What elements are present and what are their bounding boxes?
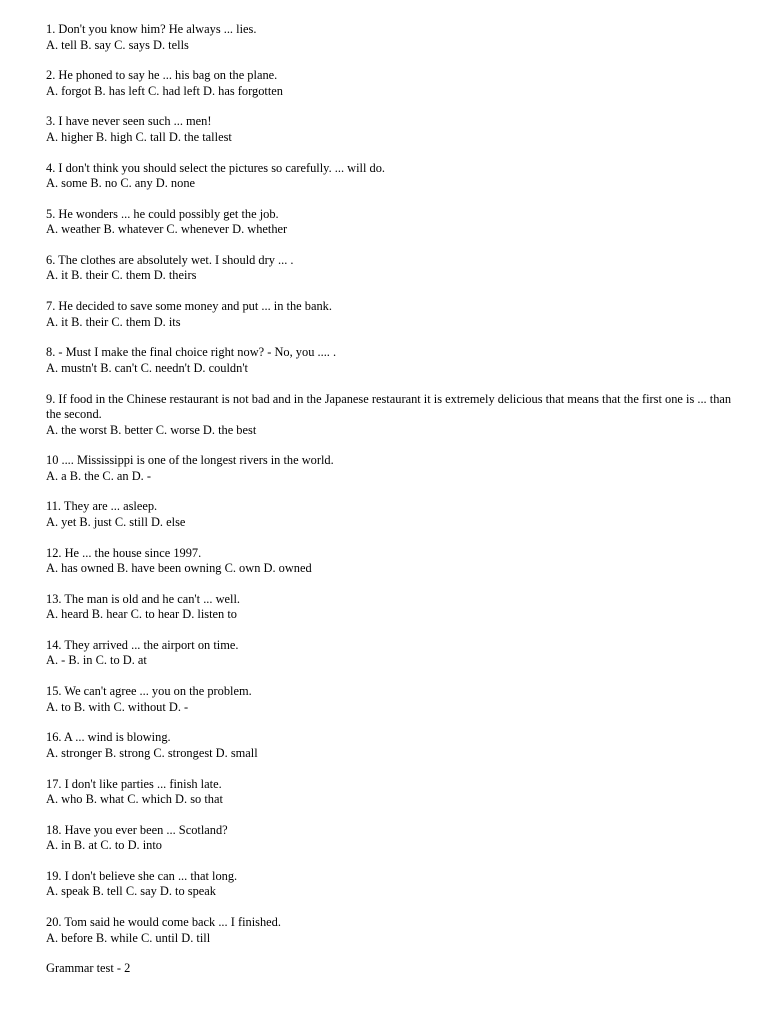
- question-10: [46, 453, 736, 484]
- question-14: [46, 638, 736, 669]
- question-text: 9. If food in the Chinese restaurant is not bad and in the Japanese restaurant it is extremely delicious that means that the first one is ... than the second.: [46, 391, 732, 421]
- question-15: [46, 684, 736, 715]
- question-options: A. some B. no C. any D. none: [46, 176, 196, 191]
- question-20: [46, 915, 736, 946]
- question-options: A. the worst B. better C. worse D. the best: [46, 422, 257, 437]
- question-text: 6. The clothes are absolutely wet. I should dry ... .: [46, 252, 294, 267]
- question-text: 7. He decided to save some money and put ... in the bank.: [46, 299, 332, 314]
- question-8: [46, 345, 736, 376]
- footer-title: Grammar test - 2: [46, 961, 131, 976]
- question-options: A. forgot B. has left C. had left D. has forgotten: [46, 83, 283, 98]
- question-9: [46, 392, 736, 439]
- question-options: A. tell B. say C. says D. tells: [46, 37, 189, 52]
- question-options: A. to B. with C. without D. -: [46, 699, 189, 714]
- question-7: [46, 299, 736, 330]
- question-options: A. it B. their C. them D. its: [46, 314, 181, 329]
- question-options: A. it B. their C. them D. theirs: [46, 268, 197, 283]
- question-options: A. speak B. tell C. say D. to speak: [46, 884, 217, 899]
- question-text: 2. He phoned to say he ... his bag on the plane.: [46, 68, 278, 83]
- question-options: A. weather B. whatever C. whenever D. whether: [46, 222, 288, 237]
- question-options: A. higher B. high C. tall D. the tallest: [46, 129, 232, 144]
- question-options: A. mustn't B. can't C. needn't D. couldn't: [46, 360, 248, 375]
- question-12: [46, 546, 736, 577]
- question-5: [46, 207, 736, 238]
- question-text: 1. Don't you know him? He always ... lies.: [46, 22, 257, 36]
- question-17: [46, 777, 736, 808]
- question-text: 18. Have you ever been ... Scotland?: [46, 822, 228, 837]
- question-6: [46, 253, 736, 284]
- question-text: 17. I don't like parties ... finish late.: [46, 776, 222, 791]
- question-13: [46, 592, 736, 623]
- question-1: [46, 22, 736, 53]
- question-options: A. heard B. hear C. to hear D. listen to: [46, 607, 237, 622]
- question-16: [46, 730, 736, 761]
- question-11: [46, 499, 736, 530]
- question-options: A. who B. what C. which D. so that: [46, 792, 223, 806]
- question-text: 19. I don't believe she can ... that long.: [46, 868, 238, 883]
- question-text: 11. They are ... asleep.: [46, 499, 158, 514]
- question-text: 20. Tom said he would come back ... I finished.: [46, 915, 281, 930]
- question-text: 16. A ... wind is blowing.: [46, 730, 171, 745]
- question-options: A. yet B. just C. still D. else: [46, 514, 186, 529]
- question-text: 10 .... Mississippi is one of the longest rivers in the world.: [46, 453, 334, 468]
- document-page: [46, 22, 736, 977]
- question-options: A. a B. the C. an D. -: [46, 468, 151, 483]
- question-19: [46, 869, 736, 900]
- question-4: [46, 161, 736, 192]
- question-text: 5. He wonders ... he could possibly get the job.: [46, 206, 279, 221]
- question-text: 14. They arrived ... the airport on time.: [46, 637, 239, 652]
- question-text: 8. - Must I make the final choice right now? - No, you .... .: [46, 345, 337, 360]
- question-options: A. before B. while C. until D. till: [46, 930, 211, 945]
- question-options: A. in B. at C. to D. into: [46, 838, 162, 853]
- question-options: A. - B. in C. to D. at: [46, 653, 147, 668]
- question-text: 15. We can't agree ... you on the problem.: [46, 684, 252, 699]
- question-text: 3. I have never seen such ... men!: [46, 114, 212, 129]
- question-18: [46, 823, 736, 854]
- question-3: [46, 114, 736, 145]
- question-text: 12. He ... the house since 1997.: [46, 545, 202, 560]
- question-text: 4. I don't think you should select the pictures so carefully. ... will do.: [46, 160, 386, 175]
- question-options: A. has owned B. have been owning C. own D. owned: [46, 561, 312, 576]
- question-2: [46, 68, 736, 99]
- question-options: A. stronger B. strong C. strongest D. small: [46, 745, 258, 760]
- question-text: 13. The man is old and he can't ... well.: [46, 591, 241, 606]
